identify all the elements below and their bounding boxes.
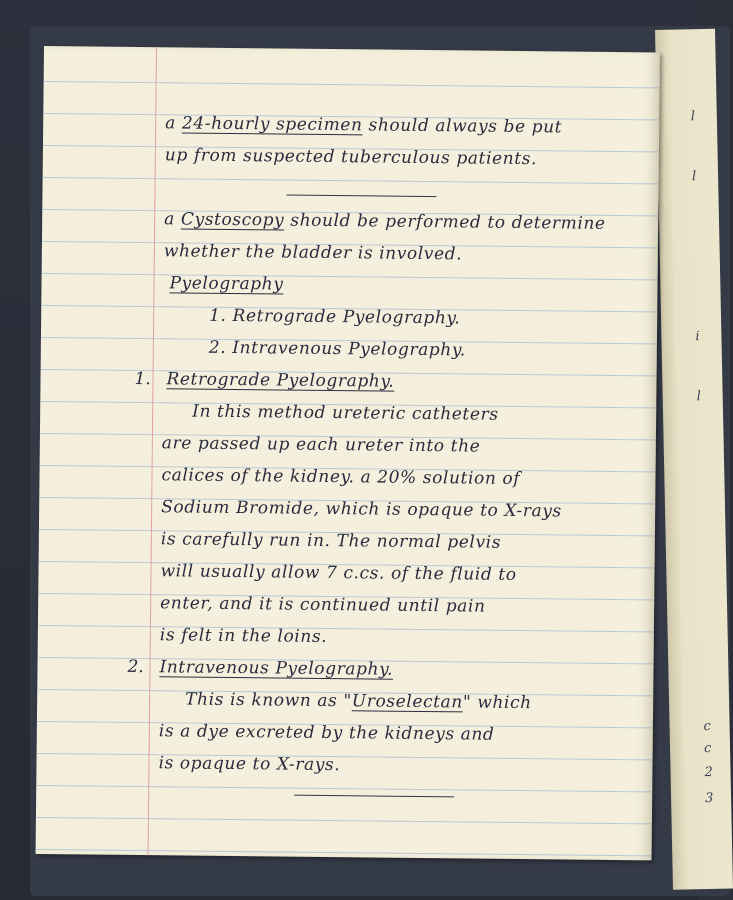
section-1-line: will usually allow 7 c.cs. of the fluid to	[160, 561, 517, 585]
underlined-term: Cystoscopy	[180, 209, 285, 231]
section-1-line: enter, and it is continued until pain	[160, 593, 486, 617]
list-item-1: 1. Retrograde Pyelography.	[209, 305, 461, 329]
list-item-2: 2. Intravenous Pyelography.	[208, 337, 466, 361]
section-1-line: is felt in the loins.	[159, 625, 328, 647]
edge-mark: 2	[704, 764, 713, 781]
section-1-line: In this method ureteric catheters	[192, 401, 499, 425]
text-fragment: a	[164, 209, 182, 230]
section-1-line: are passed up each ureter into the	[161, 433, 481, 457]
edge-mark: c	[703, 740, 712, 757]
cystoscopy-line-2: whether the bladder is involved.	[163, 241, 463, 265]
edge-mark: l	[696, 389, 702, 405]
intro-line-2: up from suspected tuberculous patients.	[164, 145, 538, 170]
section-1-line: calices of the kidney. a 20% solution of	[161, 465, 521, 490]
edge-mark: l	[690, 109, 696, 125]
underlined-term: 24-hourly specimen	[181, 113, 363, 136]
edge-mark: l	[691, 169, 697, 185]
section-2-line-1	[185, 690, 532, 714]
edge-mark: i	[695, 329, 700, 345]
section-1-line: Sodium Bromide, which is opaque to X-rays	[161, 497, 562, 522]
section-2-heading: Intravenous Pyelography.	[159, 657, 394, 680]
text-fragment: should be performed to determine	[284, 210, 606, 234]
text-fragment: a	[165, 113, 183, 134]
section-1-number: 1.	[134, 368, 151, 390]
intro-line-1	[165, 113, 562, 137]
section-2-line: is a dye excreted by the kidneys and	[158, 721, 495, 745]
cystoscopy-line-1	[164, 209, 606, 234]
section-2-line: is opaque to X-rays.	[158, 753, 341, 776]
margin-line	[148, 47, 157, 855]
section-divider	[286, 195, 436, 198]
pyelography-heading: Pyelography	[169, 273, 284, 295]
text-fragment: This is known as "	[185, 689, 352, 712]
text-fragment: should always be put	[362, 115, 563, 138]
text-fragment: " which	[462, 692, 532, 714]
edge-mark: 3	[704, 790, 714, 807]
section-2-number: 2.	[127, 656, 144, 678]
section-1-heading: Retrograde Pyelography.	[166, 369, 395, 392]
section-1-line: is carefully run in. The normal pelvis	[160, 529, 502, 553]
notebook-page	[36, 46, 660, 860]
underlined-term: Uroselectan	[351, 691, 463, 713]
edge-mark: c	[703, 718, 712, 735]
closing-divider	[294, 795, 454, 798]
